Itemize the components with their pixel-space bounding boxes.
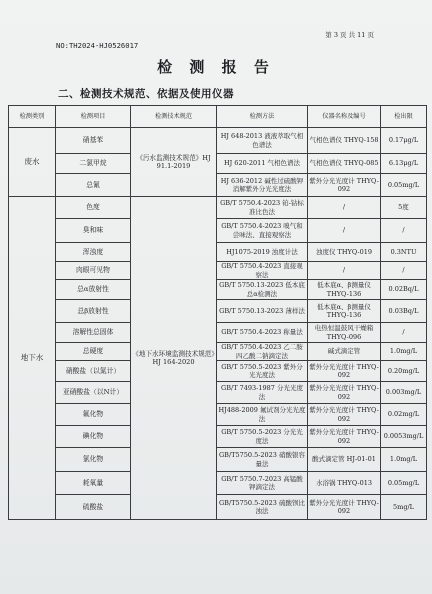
instrument-cell: 低本底α、β测量仪 THYQ-136 bbox=[308, 300, 381, 323]
item-cell: 总β放射性 bbox=[56, 300, 131, 323]
limit-cell: 1.0mg/L bbox=[381, 343, 427, 361]
method-cell: GB/T 5750.13-2023 薄样法 bbox=[217, 300, 308, 323]
table-row bbox=[9, 197, 427, 219]
instrument-cell: 紫外分光光度计 THYQ-092 bbox=[308, 174, 381, 197]
table-row bbox=[9, 280, 427, 300]
method-cell: GB/T 5750.4-2023 乙二胺四乙酸二钠滴定法 bbox=[217, 343, 308, 361]
method-cell: HJ 648-2013 液液萃取气相色谱法 bbox=[217, 128, 308, 154]
instrument-cell: 紫外分光光度计 THYQ-092 bbox=[308, 426, 381, 448]
instrument-cell: / bbox=[308, 197, 381, 219]
col-header-category: 检测类别 bbox=[9, 106, 56, 128]
category-cell: 地下水 bbox=[9, 197, 56, 520]
col-header-method: 检测方法 bbox=[217, 106, 308, 128]
instrument-cell: 低本底α、β测量仪 THYQ-136 bbox=[308, 280, 381, 300]
table-row bbox=[9, 219, 427, 243]
method-cell: GB/T 7493-1987 分光光度法 bbox=[217, 382, 308, 404]
limit-cell: 0.02Bq/L bbox=[381, 280, 427, 300]
limit-cell: 0.05mg/L bbox=[381, 174, 427, 197]
item-cell: 二氯甲烷 bbox=[56, 154, 131, 174]
instrument-cell: 碱式滴定管 bbox=[308, 343, 381, 361]
instrument-cell: / bbox=[308, 262, 381, 280]
instrument-cell: 紫外分光光度计 THYQ-092 bbox=[308, 404, 381, 426]
table-row bbox=[9, 262, 427, 280]
instrument-cell: 紫外分光光度计 THYQ-092 bbox=[308, 361, 381, 382]
item-cell: 硫酸盐 bbox=[56, 495, 131, 520]
method-cell: GB/T 5750.4-2023 嗅气和尝味法、直接观察法 bbox=[217, 219, 308, 243]
method-cell: HJ 636-2012 碱性过硫酸钾消解紫外分光光度法 bbox=[217, 174, 308, 197]
table-row bbox=[9, 448, 427, 472]
table-row bbox=[9, 472, 427, 495]
report-number: NO:TH2024-HJ0526017 bbox=[56, 41, 139, 50]
table-row bbox=[9, 343, 427, 361]
table-row bbox=[9, 495, 427, 520]
method-cell: GB/T5750.5-2023 硫酸钡比浊法 bbox=[217, 495, 308, 520]
instrument-cell: 紫外分光光度计 THYQ-092 bbox=[308, 495, 381, 520]
col-header-instrument: 仪器名称及编号 bbox=[308, 106, 381, 128]
section-heading: 二、检测技术规范、依据及使用仪器 bbox=[58, 88, 234, 100]
limit-cell: 0.0053mg/L bbox=[381, 426, 427, 448]
table-row bbox=[9, 382, 427, 404]
table-row bbox=[9, 404, 427, 426]
item-cell: 硝酸盐（以氮计） bbox=[56, 361, 131, 382]
limit-cell: 0.17μg/L bbox=[381, 128, 427, 154]
table-row bbox=[9, 174, 427, 197]
spec-table bbox=[8, 105, 427, 520]
instrument-cell: 气相色谱仪 THYQ-085 bbox=[308, 154, 381, 174]
limit-cell: 5度 bbox=[381, 197, 427, 219]
instrument-cell: 酸式滴定管 HJ-01-01 bbox=[308, 448, 381, 472]
item-cell: 氯化物 bbox=[56, 448, 131, 472]
item-cell: 总氰 bbox=[56, 174, 131, 197]
item-cell: 耗氧量 bbox=[56, 472, 131, 495]
table-row bbox=[9, 154, 427, 174]
spec-cell: 《地下水环境监测技术规范》HJ 164-2020 bbox=[131, 197, 217, 520]
limit-cell: / bbox=[381, 219, 427, 243]
instrument-cell: 水浴锅 THYQ-013 bbox=[308, 472, 381, 495]
item-cell: 总α放射性 bbox=[56, 280, 131, 300]
item-cell: 肉眼可见物 bbox=[56, 262, 131, 280]
limit-cell: 0.05mg/L bbox=[381, 472, 427, 495]
method-cell: GB/T 5750.13-2023 低本底总α检测法 bbox=[217, 280, 308, 300]
table-row bbox=[9, 300, 427, 323]
method-cell: HJ488-2009 氟试剂分光光度法 bbox=[217, 404, 308, 426]
col-header-limit: 检出限 bbox=[381, 106, 427, 128]
method-cell: GB/T 5750.7-2023 高锰酸钾滴定法 bbox=[217, 472, 308, 495]
col-header-item: 检测项目 bbox=[56, 106, 131, 128]
item-cell: 溶解性总固体 bbox=[56, 323, 131, 343]
limit-cell: 0.02mg/L bbox=[381, 404, 427, 426]
item-cell: 总硬度 bbox=[56, 343, 131, 361]
instrument-cell: 紫外分光光度计 THYQ-092 bbox=[308, 382, 381, 404]
method-cell: GB/T 5750.5-2023 紫外分光光度法 bbox=[217, 361, 308, 382]
page-number: 第 3 页 共 11 页 bbox=[325, 31, 374, 39]
table-row bbox=[9, 243, 427, 262]
item-cell: 浑浊度 bbox=[56, 243, 131, 262]
document-title: 检 测 报 告 bbox=[157, 58, 275, 76]
item-cell: 氟化物 bbox=[56, 404, 131, 426]
limit-cell: / bbox=[381, 323, 427, 343]
limit-cell: 1.0mg/L bbox=[381, 448, 427, 472]
limit-cell: 6.13μg/L bbox=[381, 154, 427, 174]
method-cell: GB/T 5750.4-2023 直接观察法 bbox=[217, 262, 308, 280]
table-row bbox=[9, 361, 427, 382]
table-header-row bbox=[9, 106, 427, 128]
item-cell: 亚硝酸盐（以N计） bbox=[56, 382, 131, 404]
method-cell: GB/T 5750.4-2023 称量法 bbox=[217, 323, 308, 343]
limit-cell: / bbox=[381, 262, 427, 280]
limit-cell: 0.03Bq/L bbox=[381, 300, 427, 323]
table-row bbox=[9, 323, 427, 343]
item-cell: 色度 bbox=[56, 197, 131, 219]
limit-cell: 0.3NTU bbox=[381, 243, 427, 262]
table-row bbox=[9, 426, 427, 448]
instrument-cell: 浊度仪 THYQ-019 bbox=[308, 243, 381, 262]
item-cell: 硝基苯 bbox=[56, 128, 131, 154]
spec-cell: 《污水监测技术规范》HJ 91.1-2019 bbox=[131, 128, 217, 197]
col-header-spec: 检测技术规范 bbox=[131, 106, 217, 128]
method-cell: GB/T 5750.4-2023 铂-钴标准比色法 bbox=[217, 197, 308, 219]
method-cell: GB/T 5750.5-2023 分光光度法 bbox=[217, 426, 308, 448]
limit-cell: 0.20mg/L bbox=[381, 361, 427, 382]
instrument-cell: 电热恒温鼓风干燥箱 THYQ-096 bbox=[308, 323, 381, 343]
method-cell: GB/T5750.5-2023 硝酸银容量法 bbox=[217, 448, 308, 472]
item-cell: 碘化物 bbox=[56, 426, 131, 448]
item-cell: 臭和味 bbox=[56, 219, 131, 243]
limit-cell: 0.003mg/L bbox=[381, 382, 427, 404]
method-cell: HJ 620-2011 气相色谱法 bbox=[217, 154, 308, 174]
instrument-cell: 气相色谱仪 THYQ-158 bbox=[308, 128, 381, 154]
category-cell: 废水 bbox=[9, 128, 56, 197]
instrument-cell: / bbox=[308, 219, 381, 243]
method-cell: HJ1075-2019 浊度计法 bbox=[217, 243, 308, 262]
table-row bbox=[9, 128, 427, 154]
limit-cell: 5mg/L bbox=[381, 495, 427, 520]
